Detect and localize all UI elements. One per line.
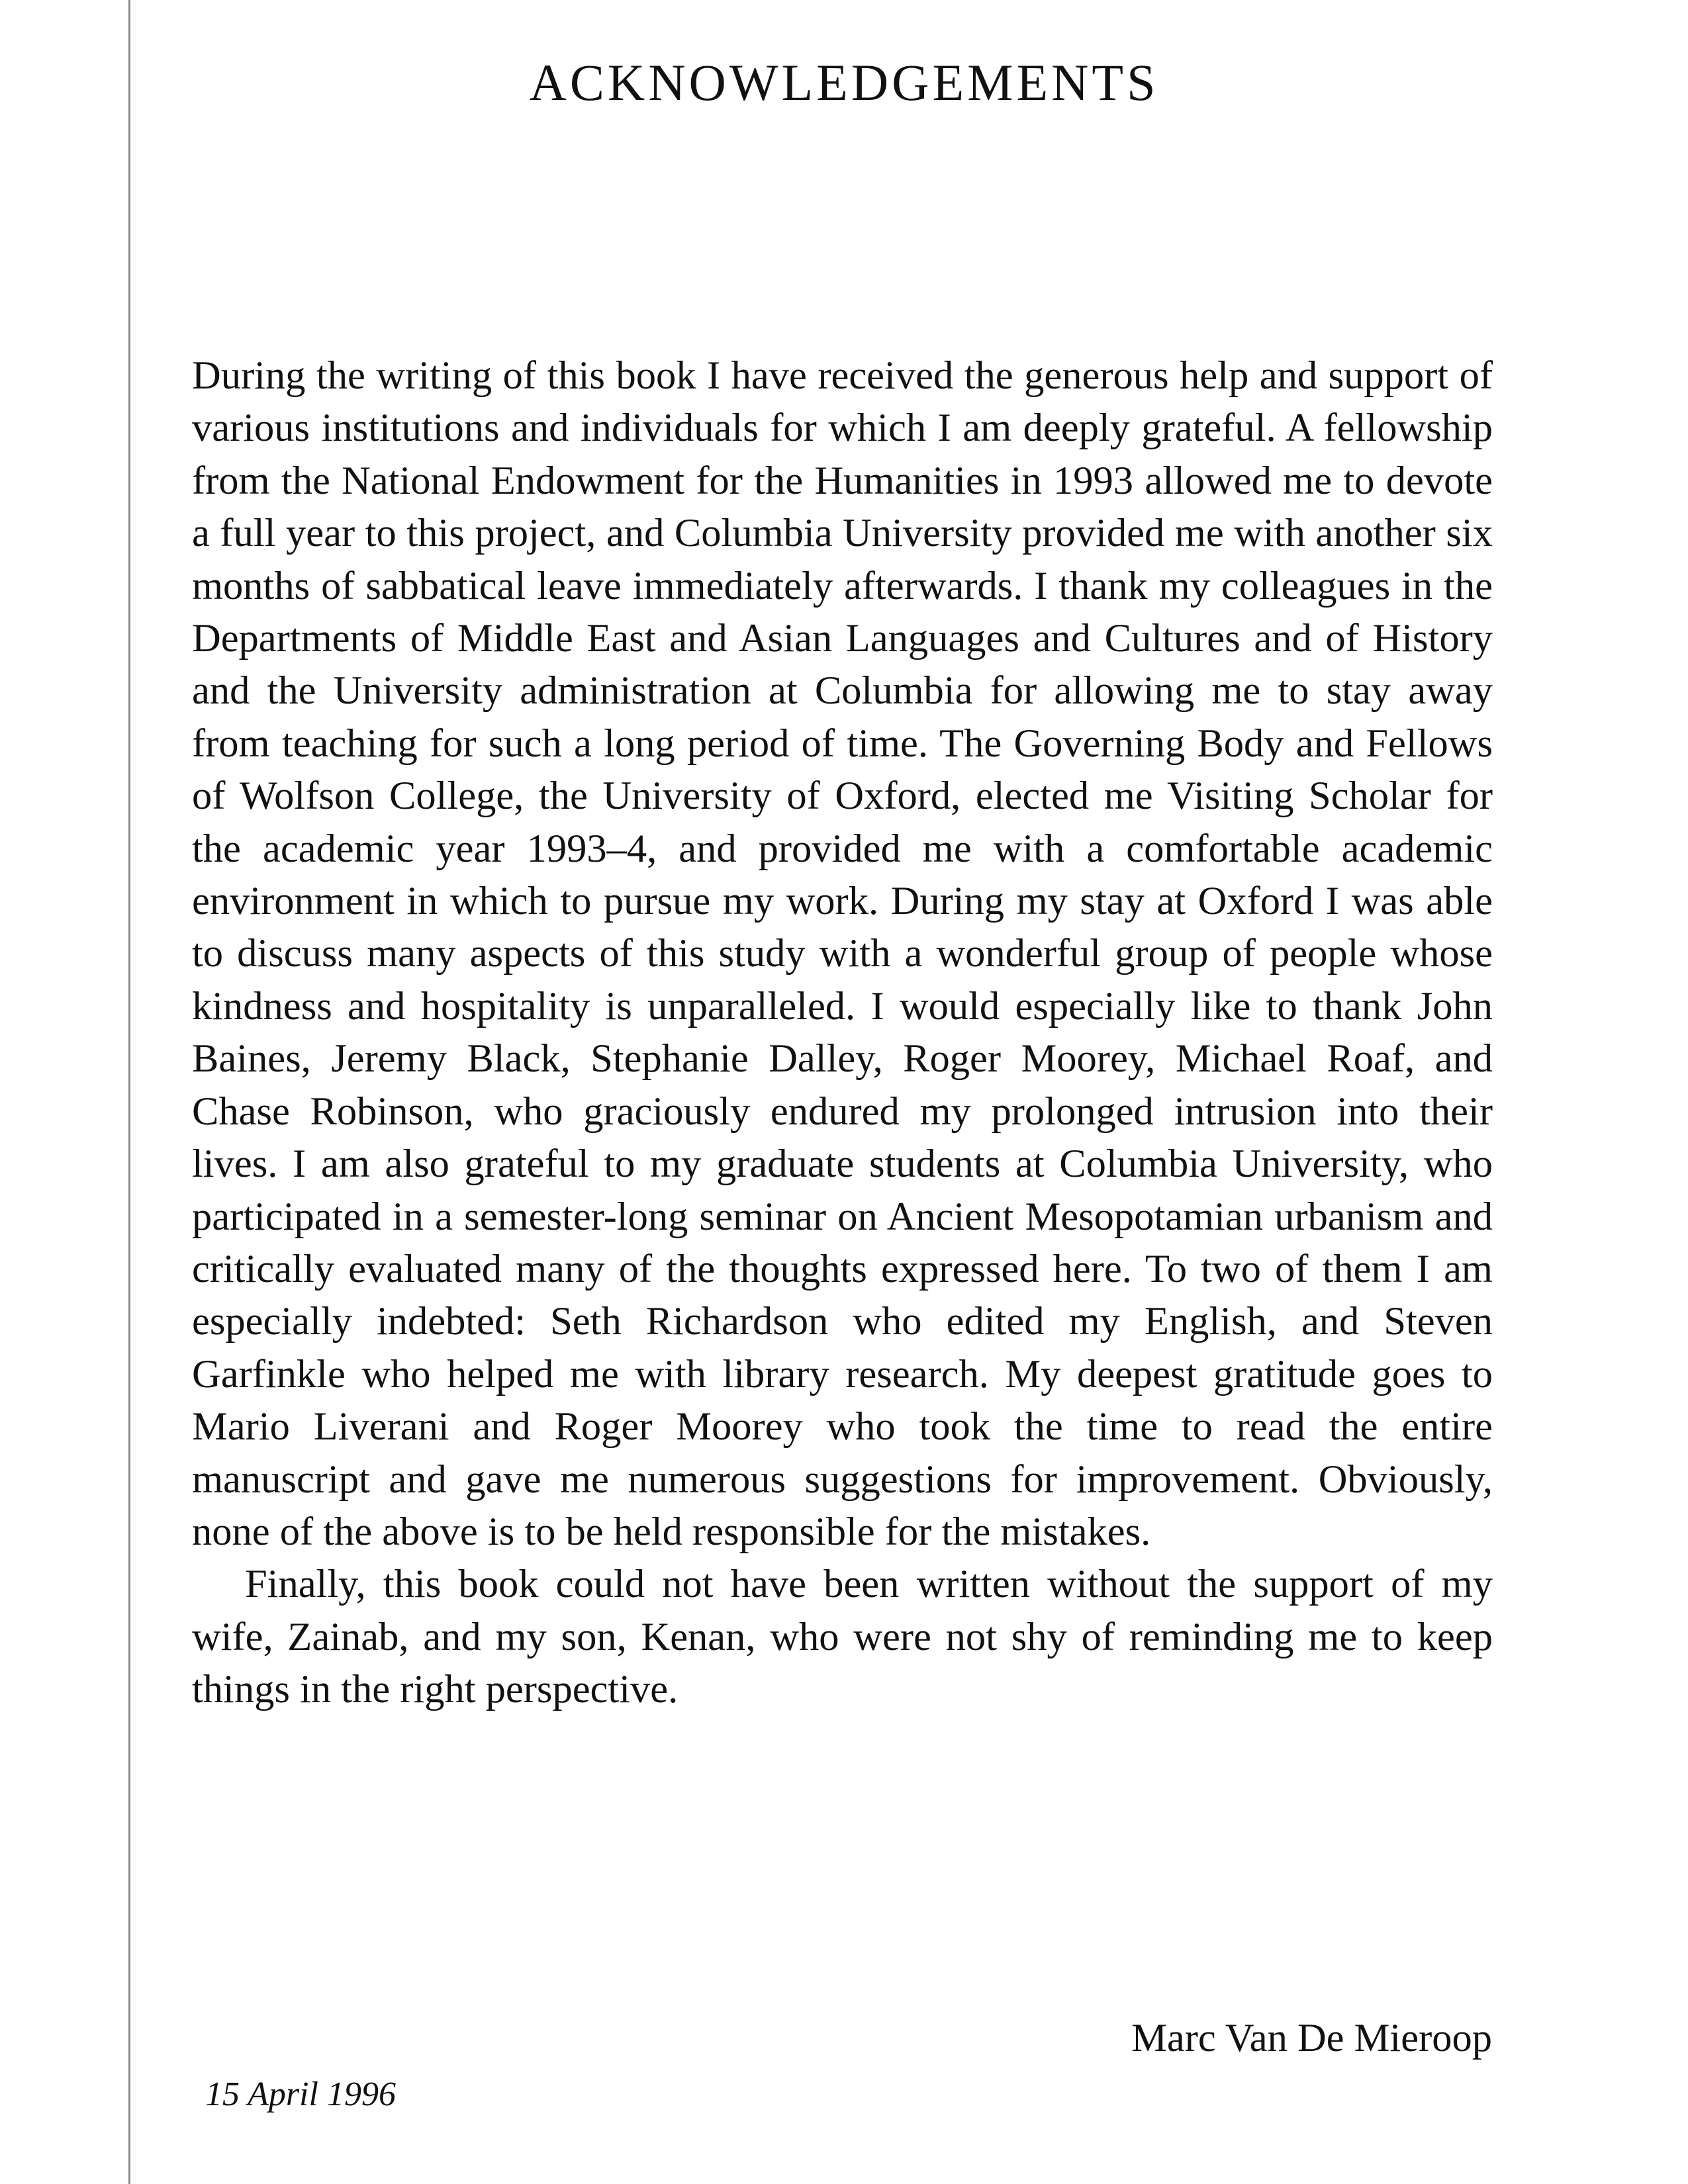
paragraph-2: Finally, this book could not have been written without the support of my wife, Zainab, and my son, Kenan, who were not shy of reminding me to keep things in the right perspective. bbox=[192, 1562, 1493, 1712]
acknowledgements-body bbox=[192, 349, 1493, 1716]
signature-date: 15 April 1996 bbox=[205, 2075, 396, 2113]
page-edge-line bbox=[128, 0, 130, 2184]
author-signature: Marc Van De Mieroop bbox=[1131, 2016, 1492, 2060]
page-title: ACKNOWLEDGEMENTS bbox=[529, 54, 1159, 111]
paragraph-1: During the writing of this book I have received the generous help and support of various institutions and individuals for which I am deeply grateful. A fellowship from the National Endowment for the Humanities in 1993 allowed me to devote a full year to this project, and Columbia University provided me with another six months of sabbatical leave immediately afterwards. I thank my colleagues in the Departments of Middle East and Asian Languages and Cultures and of History and the University administration at Columbia for allowing me to stay away from teaching for such a long period of time. The Governing Body and Fellows of Wolfson College, the University of Oxford, elected me Visiting Scholar for the academic year 1993–4, and provided me with a comfortable academic environment in which to pursue my work. During my stay at Oxford I was able to discuss many aspects of this study with a wonderful group of people whose kindness and hospitality is unparalleled. I would especially like to thank John Baines, Jeremy Black, Stephanie Dalley, Roger Moorey, Michael Roaf, and Chase Robinson, who graciously endured my prolonged intrusion into their lives. I am also grateful to my graduate students at Columbia University, who participated in a semester-long seminar on Ancient Mesopotamian urbanism and critically evaluated many of the thoughts expressed here. To two of them I am especially indebted: Seth Richardson who edited my English, and Steven Garfinkle who helped me with library research. My deepest gratitude goes to Mario Liverani and Roger Moorey who took the time to read the entire manuscript and gave me numerous suggestions for improvement. Obviously, none of the above is to be held responsible for the mistakes. bbox=[192, 353, 1493, 1554]
